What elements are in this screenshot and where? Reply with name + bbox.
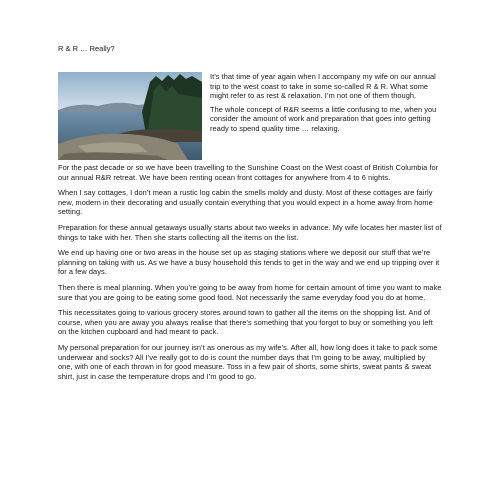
intro-paragraph: The whole concept of R&R seems a little confusing to me, when you consider the amount of work and preparation that goes into getting ready to spend quality time … relaxing.	[210, 104, 437, 133]
intro-paragraph: It’s that time of year again when I accompany my wife on our annual trip to the west coast to take in some so-called R & R. What some might refer to as rest & relaxation. I’m not one of them though.	[210, 72, 436, 101]
intro-text	[210, 72, 442, 138]
body-paragraph: For the past decade or so we have been travelling to the Sunshine Coast on the West coast of British Columbia for our annual R&R retreat. We have been renting ocean front cottages for anywhere from 4 to 6 nights.	[58, 163, 439, 182]
body-paragraph: My personal preparation for our journey isn’t as onerous as my wife’s. After all, how long does it take to pack some underwear and socks? All I’ve really got to do is count the number days that I’m going to be away, multiplied by one, with one of each thrown in for good measure. Toss in a few pair of shorts, some shirts, sweat pants & sweat shirt, just in case the temperature drops and I’m good to go.	[58, 342, 438, 381]
document-title: R & R … Really?	[58, 44, 115, 53]
body-paragraph: Then there is meal planning. When you’re going to be away from home for certain amount of time you want to make sure that you are going to be eating some good food. Not necessarily the same everyday food you do at home.	[58, 282, 442, 302]
body-paragraph: When I say cottages, I don’t mean a rustic log cabin the smells moldy and dusty. Most of these cottages are fairly new, modern in their decorating and usually contain everything that you would expect in a home away from home setting.	[58, 188, 433, 217]
body-paragraph: This necessitates going to various grocery stores around town to gather all the items on the shopping list. And of course, when you are away you always realise that there’s something that you forgot to buy or something you left on the kitchen cupboard and had meant to pack.	[58, 308, 433, 337]
coastline-photo	[58, 72, 202, 160]
body-paragraph: We end up having one or two areas in the house set up as staging stations where we deposit our stuff that we’re planning on taking with us. As we have a busy household this tends to get in the way and we end up tripping over it for a few days.	[58, 248, 440, 277]
body-text	[58, 163, 442, 387]
body-paragraph: Preparation for these annual getaways usually starts about two weeks in advance. My wife locates her master list of things to take with her. Then she starts collecting all the items on the list.	[58, 222, 442, 242]
